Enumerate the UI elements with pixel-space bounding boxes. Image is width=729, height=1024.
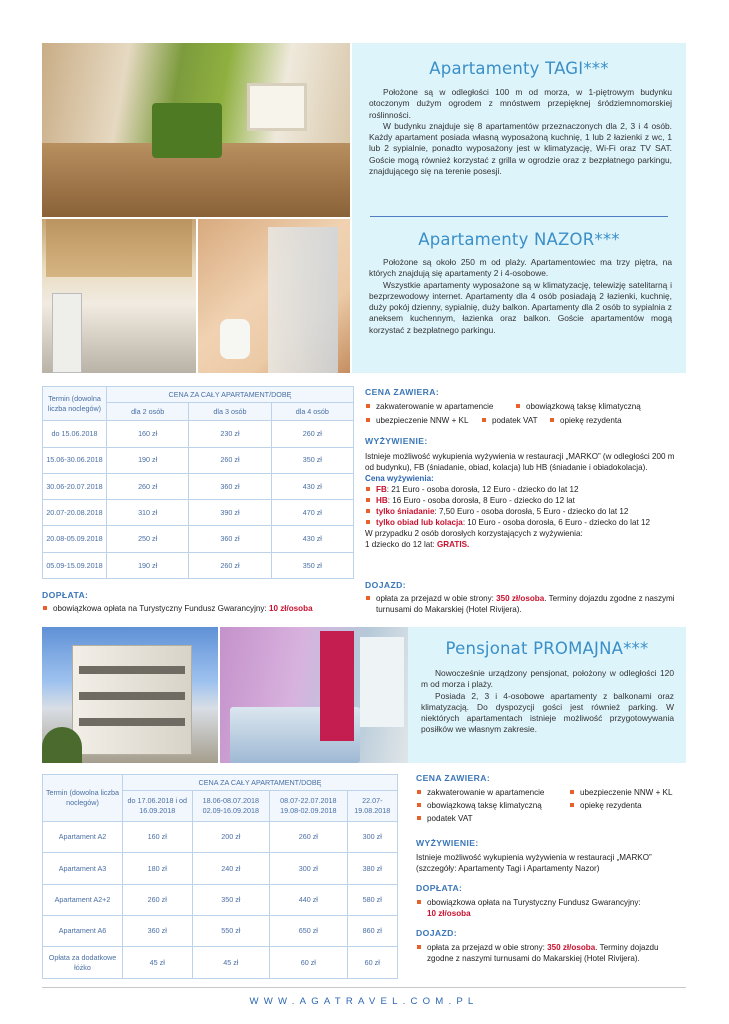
wyzywienie-text xyxy=(365,451,683,550)
cena-item: ubezpieczenie NNW + KL xyxy=(365,415,481,426)
meal-price: : 10 Euro - osoba dorosła, 6 Euro - dziecko do lat 12 xyxy=(462,518,650,527)
cena-zawiera-heading-2: CENA ZAWIERA: xyxy=(416,773,491,783)
column-header: dla 3 osób xyxy=(189,403,271,421)
table-row xyxy=(43,947,398,979)
price-cell: 60 zł xyxy=(347,947,397,979)
price-cell: 350 zł xyxy=(192,884,270,915)
row-term: Opłata za dodatkowe łóżko xyxy=(43,947,123,979)
price-cell: 260 zł xyxy=(107,473,189,499)
photo-tagi-interior xyxy=(42,43,350,217)
cena-item: opiekę rezydenta xyxy=(569,800,642,811)
meal-price: : 7,50 Euro - osoba dorosła, 5 Euro - dziecko do lat 12 xyxy=(434,507,629,516)
tagi-description xyxy=(369,87,672,177)
price-cell: 190 zł xyxy=(107,552,189,578)
column-header: 22.07-19.08.2018 xyxy=(347,791,397,821)
meal-type: tylko śniadanie xyxy=(376,507,435,516)
price-cell: 45 zł xyxy=(123,947,193,979)
table-row xyxy=(43,552,354,578)
price-header: CENA ZA CAŁY APARTAMENT/DOBĘ xyxy=(123,775,398,791)
promajna-paragraph-2: Posiada 2, 3 i 4-osobowe apartamenty z balkonami oraz klimatyzacją. Do dyspozycji gości jest również parking. W niektórych apartamentach istnieje możliwość przygotowywania posiłków we własnym zakresie. xyxy=(421,690,674,735)
price-cell: 360 zł xyxy=(123,916,193,947)
photo-promajna-bedroom xyxy=(220,627,408,763)
dojazd-heading: DOJAZD: xyxy=(365,580,406,590)
price-cell: 350 zł xyxy=(271,552,353,578)
price-cell: 240 zł xyxy=(192,853,270,884)
footer-line xyxy=(42,987,686,988)
price-cell: 390 zł xyxy=(189,500,271,526)
dojazd-label-2: opłata za przejazd w obie strony: xyxy=(427,943,545,952)
meal-price-line xyxy=(365,506,683,517)
table-row xyxy=(43,884,398,915)
row-term: 20.08-05.09.2018 xyxy=(43,526,107,552)
table-row xyxy=(43,473,354,499)
price-cell: 360 zł xyxy=(189,473,271,499)
meal-type: FB xyxy=(376,485,387,494)
child-label: 1 dziecko do 12 lat: xyxy=(365,540,435,549)
wyzywienie-prices-label: Cena wyżywienia: xyxy=(365,474,434,483)
doplata-label: obowiązkowa opłata na Turystyczny Fundusz Gwarancyjny: xyxy=(53,604,267,613)
dojazd-details-2: . Terminy dojazdu zgodne z naszymi turnusami do Makarskiej (Hotel Rivijera). xyxy=(427,943,659,963)
price-cell: 260 zł xyxy=(270,821,348,852)
price-cell: 470 zł xyxy=(271,500,353,526)
column-header: dla 2 osób xyxy=(107,403,189,421)
dojazd-amount: 350 zł/osoba xyxy=(496,594,545,603)
cena-item: zakwaterowanie w apartamencie xyxy=(416,787,569,798)
term-header: Termin (dowolna liczba noclegów) xyxy=(43,387,107,421)
price-cell: 430 zł xyxy=(271,473,353,499)
wyzywienie-text-2: Istnieje możliwość wykupienia wyżywienia w restauracji „MARKO” (szczegóły: Apartamenty Tagi i Apartamenty Nazor) xyxy=(416,853,652,873)
price-cell: 200 zł xyxy=(192,821,270,852)
price-cell: 260 zł xyxy=(189,447,271,473)
price-cell: 160 zł xyxy=(107,421,189,447)
row-term: do 15.06.2018 xyxy=(43,421,107,447)
promajna-paragraph-1: Nowocześnie urządzony pensjonat, położony w odległości 120 m od morza i plaży. xyxy=(421,668,674,690)
dojazd-details: . Terminy dojazdu zgodne z naszymi turnusami do Makarskiej (Hotel Rivijera). xyxy=(376,594,675,614)
meal-price: : 21 Euro - osoba dorosła, 12 Euro - dziecko do lat 12 xyxy=(386,485,579,494)
column-header: 18.06-08.07.2018 02.09-16.09.2018 xyxy=(192,791,270,821)
meal-type: tylko obiad lub kolacja xyxy=(376,518,463,527)
price-cell: 860 zł xyxy=(347,916,397,947)
table-row xyxy=(43,821,398,852)
row-term: Apartament A2 xyxy=(43,821,123,852)
price-cell: 250 zł xyxy=(107,526,189,552)
column-header: do 17.06.2018 i od 16.09.2018 xyxy=(123,791,193,821)
dojazd-label: opłata za przejazd w obie strony: xyxy=(376,594,494,603)
price-cell: 440 zł xyxy=(270,884,348,915)
meal-type: HB xyxy=(376,496,388,505)
price-cell: 260 zł xyxy=(123,884,193,915)
price-cell: 360 zł xyxy=(189,526,271,552)
meal-price-line xyxy=(365,517,683,528)
row-term: 05.09-15.09.2018 xyxy=(43,552,107,578)
price-cell: 190 zł xyxy=(107,447,189,473)
cena-item: opiekę rezydenta xyxy=(549,415,622,426)
promajna-description xyxy=(421,668,674,736)
price-cell: 550 zł xyxy=(192,916,270,947)
footer-url[interactable]: WWW.AGATRAVEL.COM.PL xyxy=(249,996,479,1007)
price-cell: 350 zł xyxy=(271,447,353,473)
price-cell: 430 zł xyxy=(271,526,353,552)
doplata-amount: 10 zł/osoba xyxy=(268,604,313,613)
meal-price-line xyxy=(365,495,683,506)
price-cell: 230 zł xyxy=(189,421,271,447)
doplata-heading: DOPŁATA: xyxy=(42,590,89,600)
price-cell: 300 zł xyxy=(270,853,348,884)
price-table-promajna xyxy=(42,774,398,979)
table-row xyxy=(43,500,354,526)
price-cell: 160 zł xyxy=(123,821,193,852)
cena-item: obowiązkową taksę klimatyczną xyxy=(416,800,569,811)
photo-nazor-bathroom xyxy=(198,219,350,373)
tagi-title: Apartamenty TAGI*** xyxy=(429,59,609,78)
row-term: 15.06-30.06.2018 xyxy=(43,447,107,473)
table-row xyxy=(43,853,398,884)
photo-nazor-kitchen xyxy=(42,219,196,373)
tagi-paragraph-1: Położone są w odległości 100 m od morza, w 1-piętrowym budynku otoczonym dużym ogrodem z mnóstwem przepięknej śródziemnomorskiej roślinności. xyxy=(369,87,672,120)
price-cell: 300 zł xyxy=(347,821,397,852)
promajna-title: Pensjonat PROMAJNA*** xyxy=(445,639,649,658)
cena-item: podatek VAT xyxy=(416,813,686,824)
row-term: Apartament A3 xyxy=(43,853,123,884)
column-header: 08.07-22.07.2018 19.08-02.09.2018 xyxy=(270,791,348,821)
table-row xyxy=(43,447,354,473)
row-term: 30.06-20.07.2018 xyxy=(43,473,107,499)
table-row xyxy=(43,916,398,947)
wyzywienie-note: W przypadku 2 osób dorosłych korzystających z wyżywienia: xyxy=(365,529,583,538)
price-cell: 580 zł xyxy=(347,884,397,915)
dojazd-heading-2: DOJAZD: xyxy=(416,928,457,938)
price-cell: 260 zł xyxy=(189,552,271,578)
row-term: Apartament A6 xyxy=(43,916,123,947)
nazor-paragraph-1: Położone są około 250 m od plaży. Apartamentowiec ma trzy piętra, na których znajdują się apartamenty 2 i 4-osobowe. xyxy=(369,257,672,279)
nazor-description xyxy=(369,257,672,336)
term-header: Termin (dowolna liczba noclegów) xyxy=(43,775,123,822)
wyzywienie-intro: Istnieje możliwość wykupienia wyżywienia w restauracji „MARKO” (w odległości 200 m od budynku), FB (śniadanie, obiad, kolacja) lub HB (śniadanie i obiadokolacja). xyxy=(365,452,675,472)
dojazd-amount-2: 350 zł/osoba xyxy=(547,943,596,952)
meal-price: : 16 Euro - osoba dorosła, 8 Euro - dziecko do 12 lat xyxy=(387,496,575,505)
cena-item: obowiązkową taksę klimatyczną xyxy=(515,401,641,412)
tagi-paragraph-2: W budynku znajduje się 8 apartamentów przeznaczonych dla 2, 3 i 4 osób. Każdy apartament posiada własną wyposażoną kuchnię, 1 lub 2 łazienki z wc, 1 lub 2 sypialnie, ponadto wyposażony jest w klimatyzację, Wi-Fi oraz TV SAT. Goście mogą również korzystać z grilla w ogrodzie oraz z bezpłatnego parkingu, znajdującego się na terenie posesji. xyxy=(369,120,672,176)
price-cell: 180 zł xyxy=(123,853,193,884)
row-term: Apartament A2+2 xyxy=(43,884,123,915)
doplata-heading-2: DOPŁATA: xyxy=(416,883,463,893)
price-cell: 310 zł xyxy=(107,500,189,526)
price-cell: 380 zł xyxy=(347,853,397,884)
table-row xyxy=(43,526,354,552)
wyzywienie-child xyxy=(365,539,683,550)
doplata-label-2: obowiązkowa opłata na Turystyczny Fundusz Gwarancyjny: xyxy=(427,898,641,907)
nazor-paragraph-2: Wszystkie apartamenty wyposażone są w klimatyzację, telewizję satelitarną i bezprzewodowy internet. Apartamenty dla 4 osób posiadają 2 łazienki, kuchnię, duży pokój dzienny, sypialnię, duży balkon. Apartamenty dla 2 osób to sypialnia z aneksem kuchennym, łazienka oraz balkon. Goście apartamentów mogą korzystać z bezpłatnego parkingu. xyxy=(369,279,672,335)
nazor-title: Apartamenty NAZOR*** xyxy=(418,230,620,249)
gratis-badge: GRATIS. xyxy=(437,540,470,549)
price-cell: 650 zł xyxy=(270,916,348,947)
dojazd-text xyxy=(365,593,683,615)
price-table-tagi-nazor xyxy=(42,386,354,579)
price-header: CENA ZA CAŁY APARTAMENT/DOBĘ xyxy=(107,387,354,403)
cena-item: zakwaterowanie w apartamencie xyxy=(365,401,515,412)
cena-zawiera-list xyxy=(365,401,685,426)
dojazd-text-2 xyxy=(416,942,686,964)
column-header: dla 4 osób xyxy=(271,403,353,421)
table-row xyxy=(43,421,354,447)
doplata-text-2 xyxy=(416,897,686,919)
price-cell: 60 zł xyxy=(270,947,348,979)
photo-promajna-building xyxy=(42,627,218,763)
divider xyxy=(370,216,668,217)
cena-zawiera-list-2 xyxy=(416,787,686,824)
doplata-text xyxy=(42,603,362,614)
cena-item: podatek VAT xyxy=(481,415,549,426)
row-term: 20.07-20.08.2018 xyxy=(43,500,107,526)
meal-price-line xyxy=(365,484,683,495)
price-cell: 260 zł xyxy=(271,421,353,447)
wyzywienie-heading: WYŻYWIENIE: xyxy=(365,436,428,446)
cena-item: ubezpieczenie NNW + KL xyxy=(569,787,672,798)
cena-zawiera-heading: CENA ZAWIERA: xyxy=(365,387,440,397)
doplata-amount-2: 10 zł/osoba xyxy=(427,909,471,918)
price-cell: 45 zł xyxy=(192,947,270,979)
wyzywienie-heading-2: WYŻYWIENIE: xyxy=(416,838,479,848)
